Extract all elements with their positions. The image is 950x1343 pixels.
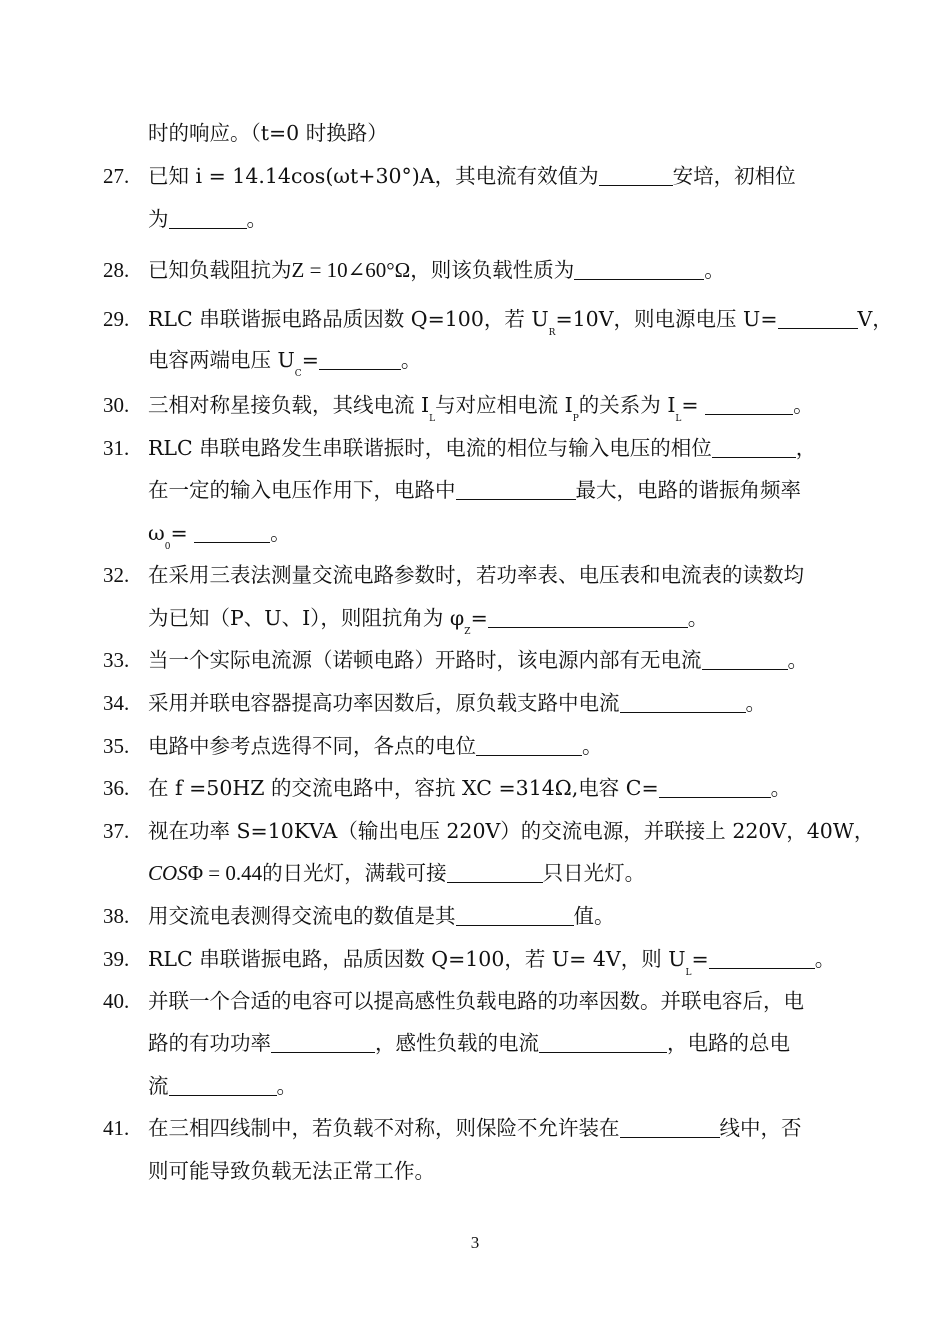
text: 值。 [573, 904, 615, 928]
text: 。 [793, 393, 814, 417]
answer-blank[interactable] [712, 435, 796, 458]
answer-blank[interactable] [620, 690, 746, 713]
question-41-line-1 [148, 1113, 802, 1143]
question-38 [148, 901, 615, 931]
answer-blank[interactable] [169, 206, 247, 229]
question-number-38: 38. [103, 904, 130, 928]
question-35 [148, 731, 603, 761]
text: 。 [246, 207, 267, 231]
answer-blank[interactable] [702, 647, 788, 670]
text: 。 [276, 1074, 297, 1098]
question-33 [148, 645, 808, 675]
answer-blank[interactable] [599, 163, 673, 186]
text: 电路中参考点选得不同，各点的电位 [148, 734, 476, 758]
answer-blank[interactable] [476, 733, 582, 756]
text: 只日光灯。 [542, 861, 646, 885]
subscript: L [675, 414, 682, 424]
text: 用交流电表测得交流电的数值是其 [148, 904, 456, 928]
text: 的关系为 I [578, 393, 676, 417]
question-40-line-2 [148, 1028, 790, 1058]
question-32-line-2 [148, 603, 709, 637]
question-40-line-3 [148, 1071, 297, 1101]
question-number-32: 32. [103, 563, 130, 587]
subscript: L [429, 414, 436, 424]
text: 最大，电路的谐振角频率 [575, 478, 801, 502]
text: 。 [687, 606, 709, 630]
text: 。 [582, 734, 603, 758]
answer-blank[interactable] [271, 1030, 375, 1053]
question-41-line-2 [148, 1156, 435, 1186]
text: ，感性负载的电流 [375, 1031, 539, 1055]
text: 与对应相电流 I [435, 393, 573, 417]
question-27-line-2 [148, 204, 267, 234]
answer-blank[interactable] [194, 520, 270, 543]
text: 为已知（P、U、I），则阻抗角为 φ [148, 606, 465, 630]
question-number-36: 36. [103, 776, 130, 800]
question-37-line-2 [148, 858, 645, 888]
question-number-30: 30. [103, 393, 130, 417]
question-29-line-1 [148, 304, 893, 338]
question-number-28: 28. [103, 258, 130, 282]
text: 采用并联电容器提高功率因数后，原负载支路中电流 [148, 691, 620, 715]
question-29-line-2 [148, 345, 422, 379]
text: RLC 串联电路发生串联谐振时，电流的相位与输入电压的相位 [148, 436, 712, 460]
answer-blank[interactable] [169, 1073, 277, 1096]
text: 。 [770, 776, 792, 800]
question-31-line-3 [148, 518, 291, 552]
question-31-line-1 [148, 433, 816, 463]
text: 。 [704, 258, 725, 282]
page-number: 3 [470, 1233, 480, 1252]
impedance-formula: Z = 10∠60°Ω [291, 258, 411, 282]
text: = [301, 348, 319, 372]
text: 为 [148, 207, 169, 231]
question-39 [148, 944, 836, 978]
text: 三相对称星接负载，其线电流 I [148, 393, 430, 417]
text: =10V，则电源电压 U= [555, 307, 778, 331]
text: = [170, 521, 195, 545]
text: 的日光灯，满载可接 [262, 861, 447, 885]
text: 安培，初相位 [672, 164, 796, 188]
text: 线中，否 [719, 1116, 802, 1140]
text: 在一定的输入电压作用下，电路中 [148, 478, 456, 502]
text: 。 [787, 648, 808, 672]
text: 。 [270, 521, 291, 545]
text: 已知负载阻抗为 [148, 258, 292, 282]
answer-blank[interactable] [659, 775, 771, 798]
text: 在采用三表法测量交流电路参数时，若功率表、电压表和电流表的读数均 [148, 563, 804, 587]
question-number-27: 27. [103, 164, 130, 188]
answer-blank[interactable] [778, 306, 858, 329]
text: 视在功率 S=10KVA（输出电压 220V）的交流电源，并联接上 220V，40W， [148, 819, 875, 843]
text: 则可能导致负载无法正常工作。 [148, 1159, 435, 1183]
subscript: 0 [164, 542, 171, 552]
question-number-33: 33. [103, 648, 130, 672]
question-32-line-1 [148, 560, 804, 590]
question-number-39: 39. [103, 947, 130, 971]
question-number-41: 41. [103, 1116, 130, 1140]
question-number-35: 35. [103, 734, 130, 758]
question-number-29: 29. [103, 307, 130, 331]
subscript: R [548, 328, 556, 338]
subscript: Z [464, 627, 471, 637]
question-40-line-1 [148, 986, 804, 1016]
power-factor-value: Φ = 0.44 [187, 861, 263, 885]
text: 流 [148, 1074, 169, 1098]
question-31-line-2 [148, 475, 801, 505]
text: 。 [400, 348, 422, 372]
continuation-line [148, 118, 388, 148]
text: ω [148, 521, 165, 545]
question-34 [148, 688, 766, 718]
question-28 [148, 255, 725, 285]
text: 时的响应。（t=0 时换路） [148, 121, 388, 145]
text: 在三相四线制中，若负载不对称，则保险不允许装在 [148, 1116, 620, 1140]
text: 在 f =50HZ 的交流电路中，容抗 XC =314Ω,电容 C= [148, 776, 659, 800]
text: = [470, 606, 488, 630]
answer-blank[interactable] [488, 605, 688, 628]
answer-blank[interactable] [319, 347, 401, 370]
question-37-line-1 [148, 816, 874, 846]
question-27-line-1 [148, 161, 796, 191]
text: V， [857, 307, 893, 331]
question-36 [148, 773, 791, 803]
text: 。 [814, 947, 836, 971]
answer-blank[interactable] [456, 903, 574, 926]
text: RLC 串联谐振电路品质因数 Q=100，若 U [148, 307, 549, 331]
question-number-40: 40. [103, 989, 130, 1013]
question-number-37: 37. [103, 819, 130, 843]
subscript: P [572, 414, 579, 424]
answer-blank[interactable] [456, 477, 576, 500]
text: RLC 串联谐振电路，品质因数 Q=100，若 U= 4V，则 U [148, 947, 686, 971]
answer-blank[interactable] [447, 860, 543, 883]
question-number-31: 31. [103, 436, 130, 460]
text: = [681, 393, 706, 417]
question-number-34: 34. [103, 691, 130, 715]
answer-blank[interactable] [539, 1030, 667, 1053]
text: ，则该负载性质为 [410, 258, 575, 282]
text: 路的有功功率 [148, 1031, 271, 1055]
text: = [691, 947, 709, 971]
text: 电容两端电压 U [148, 348, 295, 372]
answer-blank[interactable] [620, 1115, 720, 1138]
answer-blank[interactable] [705, 392, 793, 415]
text: 并联一个合适的电容可以提高感性负载电路的功率因数。并联电容后，电 [148, 989, 804, 1013]
answer-blank[interactable] [709, 946, 815, 969]
answer-blank[interactable] [574, 257, 704, 280]
subscript: L [685, 968, 692, 978]
question-30 [148, 390, 814, 424]
text: 当一个实际电流源（诺顿电路）开路时，该电源内部有无电流 [148, 648, 702, 672]
cos-symbol: COS [148, 861, 188, 885]
text: 。 [745, 691, 766, 715]
text: 已知 i = 14.14cos(ωt+30°)A，其电流有效值为 [148, 164, 599, 188]
subscript: C [294, 369, 302, 379]
text: ， [795, 436, 817, 460]
text: ，电路的总电 [667, 1031, 790, 1055]
